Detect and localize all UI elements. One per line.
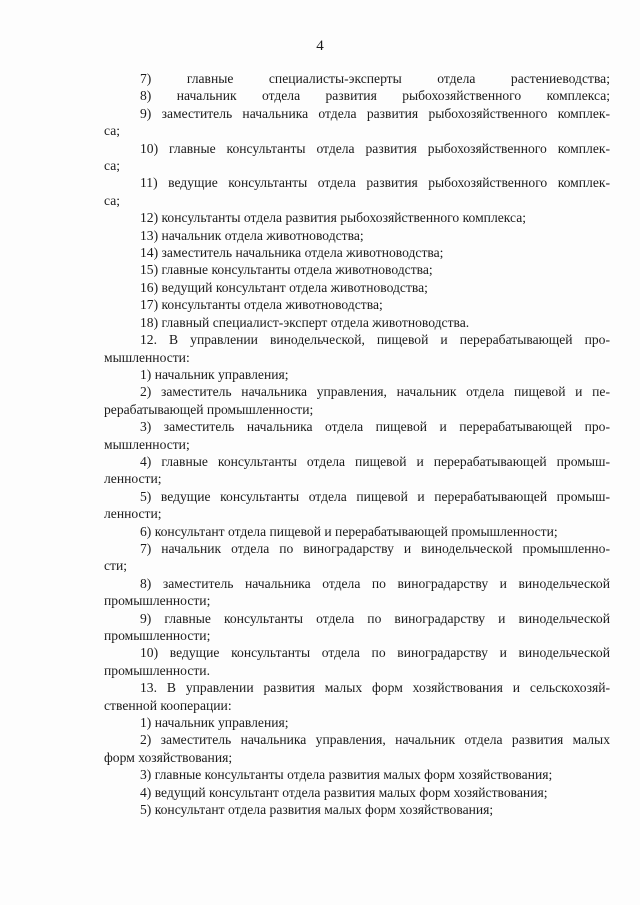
list-item-continuation: промышленности; bbox=[104, 628, 211, 643]
list-item: 1) начальник управления; bbox=[140, 715, 289, 731]
list-item: 15) главные консультанты отдела животноводства; bbox=[140, 262, 433, 278]
section-heading: 12. В управлении винодельческой, пищевой и перерабатывающей про- bbox=[140, 332, 610, 348]
list-item: 12) консультанты отдела развития рыбохозяйственного комплекса; bbox=[140, 210, 527, 226]
list-item-continuation: ленности; bbox=[104, 506, 162, 522]
list-item: 2) заместитель начальника управления, начальник отдела развития малых bbox=[140, 732, 610, 748]
section-heading-continuation: мышленности: bbox=[104, 349, 190, 365]
list-item-continuation: ленности; bbox=[104, 471, 162, 487]
list-item-continuation: форм хозяйствования; bbox=[104, 749, 233, 765]
list-item: 11) ведущие консультанты отдела развития рыбохозяйственного комплек- bbox=[140, 175, 610, 191]
page-number: 4 bbox=[316, 38, 324, 54]
list-item: 13) начальник отдела животноводства; bbox=[140, 227, 364, 243]
list-item-continuation: рерабатывающей промышленности; bbox=[104, 401, 314, 417]
list-item: 9) главные консультанты отдела по виноградарству и винодельческой bbox=[140, 610, 610, 626]
list-item: 18) главный специалист-эксперт отдела животноводства. bbox=[140, 314, 470, 330]
list-item: 5) консультант отдела развития малых форм хозяйствования; bbox=[140, 802, 494, 818]
list-item: 2) заместитель начальника управления, начальник отдела пищевой и пе- bbox=[140, 384, 610, 400]
list-item: 4) главные консультанты отдела пищевой и перерабатывающей промыш- bbox=[140, 453, 610, 469]
list-item: 3) главные консультанты отдела развития малых форм хозяйствования; bbox=[140, 767, 553, 783]
list-item: 6) консультант отдела пищевой и перерабатывающей промышленности; bbox=[140, 523, 558, 539]
list-item: 14) заместитель начальника отдела животноводства; bbox=[140, 245, 444, 261]
list-item: 7) главные специалисты-эксперты отдела растениеводства; bbox=[140, 71, 610, 86]
list-item-continuation: сти; bbox=[104, 558, 128, 574]
document-body bbox=[104, 70, 610, 818]
list-item-continuation: са; bbox=[104, 158, 121, 174]
list-item-continuation: са; bbox=[104, 192, 121, 208]
list-item-continuation: промышленности. bbox=[104, 662, 210, 678]
list-item: 4) ведущий консультант отдела развития малых форм хозяйствования; bbox=[140, 784, 548, 800]
list-item: 10) ведущие консультанты отдела по виноградарству и винодельческой bbox=[140, 645, 610, 661]
list-item: 3) заместитель начальника отдела пищевой и перерабатывающей про- bbox=[140, 419, 610, 435]
list-item: 7) начальник отдела по виноградарству и винодельческой промышленно- bbox=[140, 540, 610, 556]
list-item-continuation: мышленности; bbox=[104, 436, 190, 452]
list-item: 9) заместитель начальника отдела развития рыбохозяйственного комплек- bbox=[140, 105, 610, 121]
section-heading-continuation: ственной кооперации: bbox=[104, 697, 232, 713]
section-heading: 13. В управлении развития малых форм хозяйствования и сельскохозяй- bbox=[140, 680, 610, 696]
list-item: 17) консультанты отдела животноводства; bbox=[140, 297, 383, 313]
list-item: 1) начальник управления; bbox=[140, 366, 289, 382]
list-item: 10) главные консультанты отдела развития рыбохозяйственного комплек- bbox=[140, 140, 610, 156]
list-item: 8) начальник отдела развития рыбохозяйственного комплекса; bbox=[140, 88, 610, 104]
list-item: 16) ведущий консультант отдела животноводства; bbox=[140, 279, 428, 295]
list-item: 5) ведущие консультанты отдела пищевой и перерабатывающей промыш- bbox=[140, 488, 610, 504]
list-item: 8) заместитель начальника отдела по виноградарству и винодельческой bbox=[140, 575, 610, 591]
list-item-continuation: са; bbox=[104, 123, 121, 139]
list-item-continuation: промышленности; bbox=[104, 593, 211, 609]
